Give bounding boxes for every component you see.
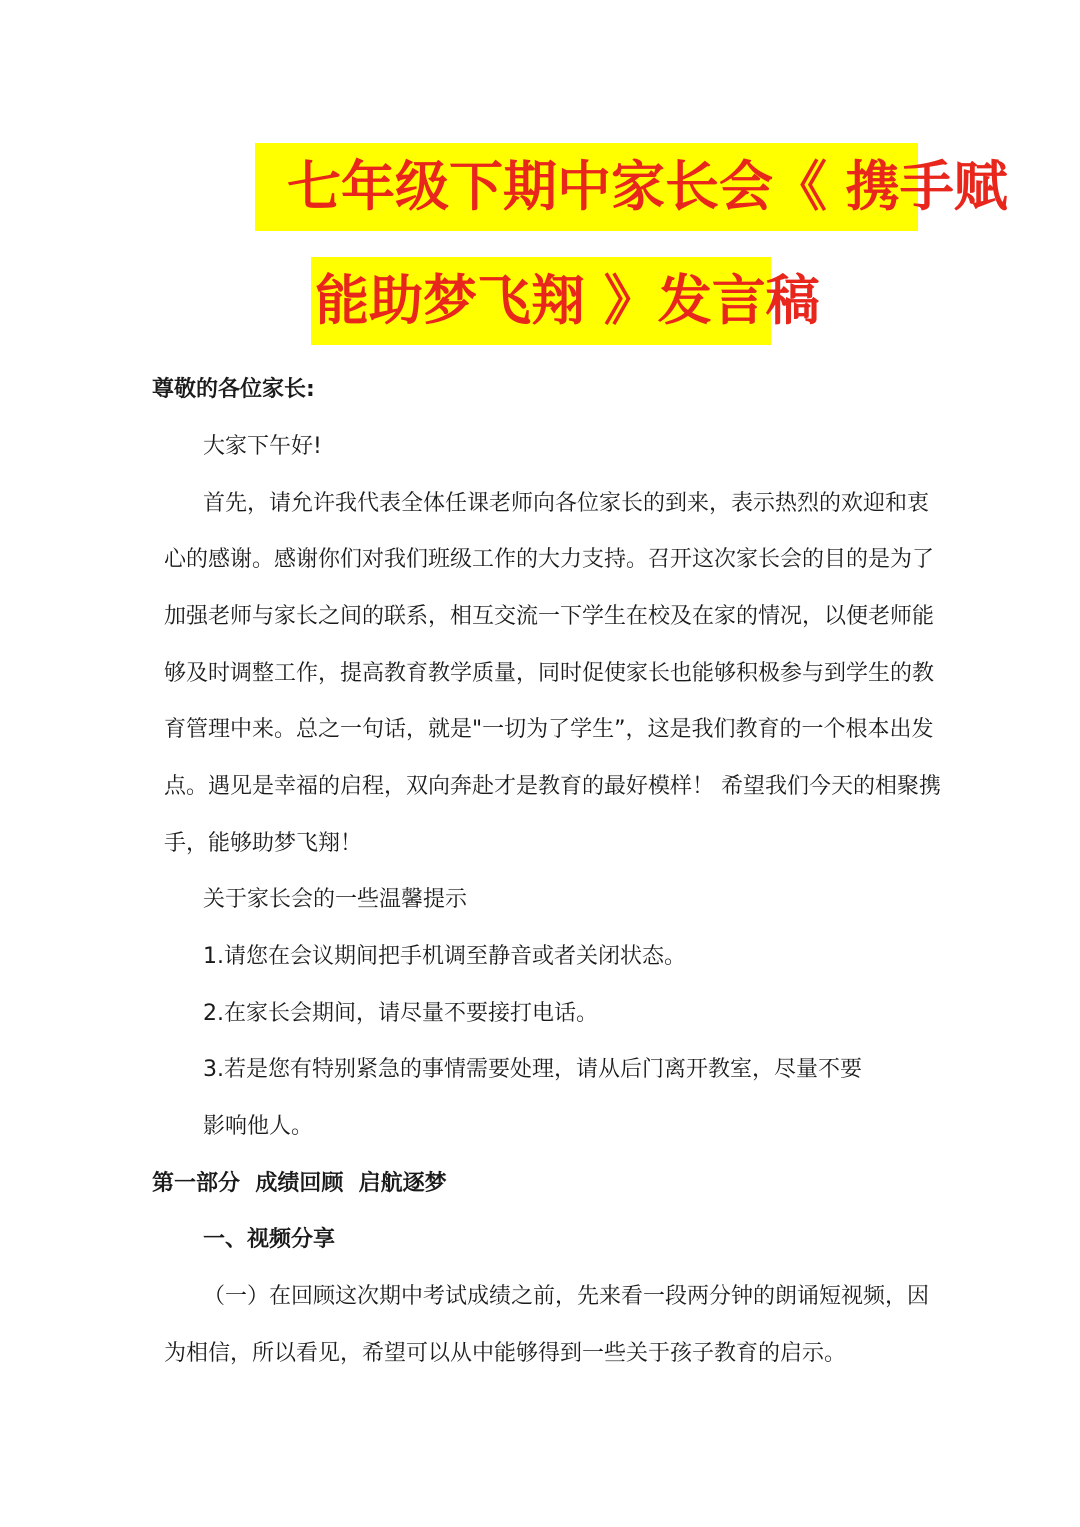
intro-line-7: 手，能够助梦飞翔！	[164, 831, 363, 856]
intro-line-5: 育管理中来。总之一句话，就是"一切为了学生”，这是我们教育的一个根本出发	[164, 717, 934, 742]
tip-item-3: 3.若是您有特别紧急的事情需要处理，请从后门离开教室，尽量不要	[203, 1057, 862, 1082]
section1-line-2: 为相信，所以看见，希望可以从中能够得到一些关于孩子教育的启示。	[164, 1341, 847, 1366]
tip-item-2: 2.在家长会期间，请尽量不要接打电话。	[203, 1001, 598, 1026]
intro-line-2: 心的感谢。感谢你们对我们班级工作的大力支持。召开这次家长会的目的是为了	[164, 547, 935, 572]
part1-heading: 第一部分 成绩回顾 启航逐梦	[152, 1171, 447, 1196]
salutation: 尊敬的各位家长:	[152, 377, 315, 402]
document-title-line-1: 七年级下期中家长会《 携手赋	[255, 143, 918, 231]
intro-line-6: 点。遇见是幸福的启程，双向奔赴才是教育的最好模样！ 希望我们今天的相聚携	[164, 774, 941, 799]
tip-item-1: 1.请您在会议期间把手机调至静音或者关闭状态。	[203, 944, 686, 969]
tip-item-3-continued: 影响他人。	[203, 1114, 314, 1139]
intro-line-4: 够及时调整工作，提高教育教学质量，同时促使家长也能够积极参与到学生的教	[164, 661, 935, 686]
tips-heading: 关于家长会的一些温馨提示	[203, 887, 468, 912]
intro-line-1: 首先，请允许我代表全体任课老师向各位家长的到来，表示热烈的欢迎和衷	[203, 491, 930, 516]
document-title-line-2: 能助梦飞翔 》发言稿	[311, 257, 771, 345]
section1-line-1: （一）在回顾这次期中考试成绩之前，先来看一段两分钟的朗诵短视频，因	[203, 1284, 930, 1309]
intro-line-3: 加强老师与家长之间的联系，相互交流一下学生在校及在家的情况，以便老师能	[164, 604, 935, 629]
greeting: 大家下午好!	[203, 434, 322, 459]
section1-heading: 一、视频分享	[203, 1227, 336, 1252]
